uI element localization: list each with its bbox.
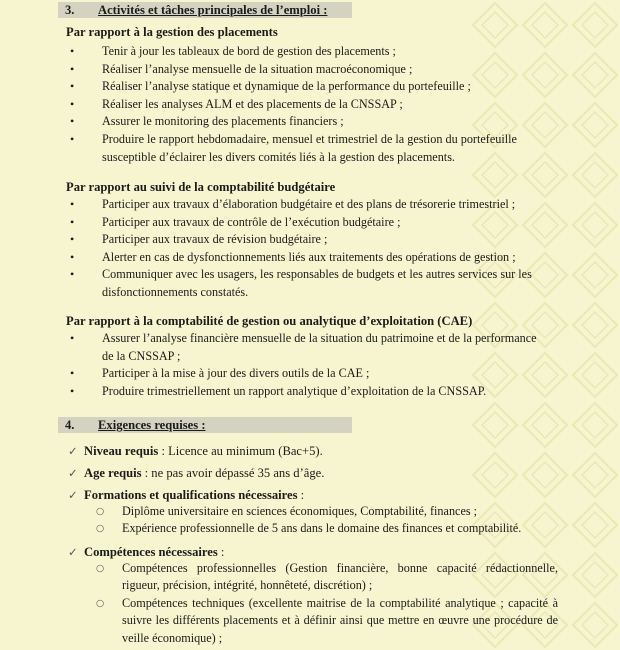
bullet-icon: • (70, 114, 75, 129)
list-item: • Produire trimestriellement un rapport analytique d’exploitation de la CNSSAP. (68, 383, 538, 401)
circle-bullet-icon: ○ (96, 597, 105, 609)
competences-label: Compétences nécessaires (84, 545, 218, 559)
section-3-title: Activités et tâches principales de l’emploi : (98, 3, 328, 17)
list-formations (96, 503, 558, 538)
requirement-niveau (68, 443, 548, 460)
list-item: • Participer aux travaux de révision budgétaire ; (68, 231, 538, 249)
competences-text: : (217, 545, 225, 559)
formations-label: Formations et qualifications nécessaires (84, 488, 298, 502)
list-item: ○ Expérience professionnelle de 5 ans dans le domaine des finances et comptabilité. (96, 520, 558, 537)
group-heading-placements: Par rapport à la gestion des placements (66, 25, 278, 39)
requirement-age (68, 465, 548, 482)
section-4-header (58, 417, 352, 433)
formations-text: : (297, 488, 305, 502)
group-heading-budget: Par rapport au suivi de la comptabilité budgétaire (66, 180, 336, 194)
bullet-icon: • (70, 131, 75, 146)
list-budget (68, 196, 538, 302)
list-item: • Assurer l’analyse financière mensuelle de la situation du patrimoine et de la performance de la CNSSAP ; (70, 331, 537, 363)
list-item: • Réaliser les analyses ALM et des placements de la CNSSAP ; (68, 96, 538, 114)
bullet-icon: • (70, 366, 75, 381)
list-item: • Assurer le monitoring des placements financiers ; (68, 113, 538, 131)
list-item: • Participer à la mise à jour des divers outils de la CAE ; (68, 365, 538, 383)
check-icon: ✓ (68, 444, 78, 458)
bullet-icon: • (70, 96, 75, 111)
group-heading-cae: Par rapport à la comptabilité de gestion ou analytique d’exploitation (CAE) (66, 314, 473, 328)
check-icon: ✓ (68, 545, 78, 559)
bullet-icon: • (70, 232, 75, 247)
bullet-icon: • (70, 331, 75, 345)
list-item: • Produire le rapport hebdomadaire, mensuel et trimestriel de la gestion du portefeuille susceptible d’éclairer les divers comités liés à la gestion des placements. (70, 131, 517, 164)
requirement-competences (68, 544, 548, 561)
list-item: • Réaliser l’analyse statique et dynamique de la performance du portefeuille ; (68, 78, 538, 96)
bullet-icon: • (70, 79, 75, 94)
bullet-icon: • (70, 44, 75, 58)
section-4-title: Exigences requises : (98, 418, 206, 432)
list-item: • Réaliser l’analyse mensuelle de la situation macroéconomique ; (68, 61, 538, 79)
list-item: ○ Compétences professionnelles (Gestion financière, bonne capacité rédactionnelle, rigueur, précision, intégrité, honnêteté, discrétion) ; (96, 561, 558, 593)
section-3-number: 3. (65, 3, 75, 17)
bullet-icon: • (70, 197, 75, 211)
bullet-icon: • (70, 61, 75, 76)
age-text: : ne pas avoir dépassé 35 ans d’âge. (141, 466, 325, 480)
circle-bullet-icon: ○ (96, 506, 105, 517)
list-item: • Alerter en cas de dysfonctionnements liés aux traitements des opérations de gestion ; (68, 249, 538, 267)
requirement-formations (68, 487, 548, 504)
age-label: Age requis (84, 466, 142, 480)
section-4-number: 4. (65, 418, 75, 432)
bullet-icon: • (70, 249, 75, 264)
list-item: ○ Diplôme universitaire en sciences économiques, Comptabilité, finances ; (96, 503, 558, 520)
circle-bullet-icon: ○ (96, 563, 105, 574)
list-item: ○ Compétences techniques (excellente maitrise de la comptabilité analytique ; capacité à suivre les différents placements et à définir ainsi que mettre en œuvre une procédure de veille économique) ; (96, 595, 558, 645)
section-3-header (58, 2, 352, 18)
circle-bullet-icon: ○ (96, 523, 105, 535)
list-item: • Tenir à jour les tableaux de bord de gestion des placements ; (68, 43, 538, 61)
bullet-icon: • (70, 383, 75, 398)
list-item: • Communiquer avec les usagers, les responsables de budgets et les autres services sur les disfonctionnements constatés. (70, 267, 532, 299)
list-cae (68, 330, 538, 400)
list-item: • Participer aux travaux de contrôle de l’exécution budgétaire ; (68, 214, 538, 232)
check-icon: ✓ (68, 488, 78, 502)
bullet-icon: • (70, 267, 75, 282)
niveau-label: Niveau requis (84, 444, 159, 458)
check-icon: ✓ (68, 466, 78, 480)
niveau-text: : Licence au minimum (Bac+5). (158, 444, 323, 458)
list-competences (96, 560, 558, 647)
list-item: • Participer aux travaux d’élaboration budgétaire et des plans de trésorerie trimestriel ; (68, 196, 538, 214)
bullet-icon: • (70, 214, 75, 229)
list-placements (68, 43, 538, 166)
